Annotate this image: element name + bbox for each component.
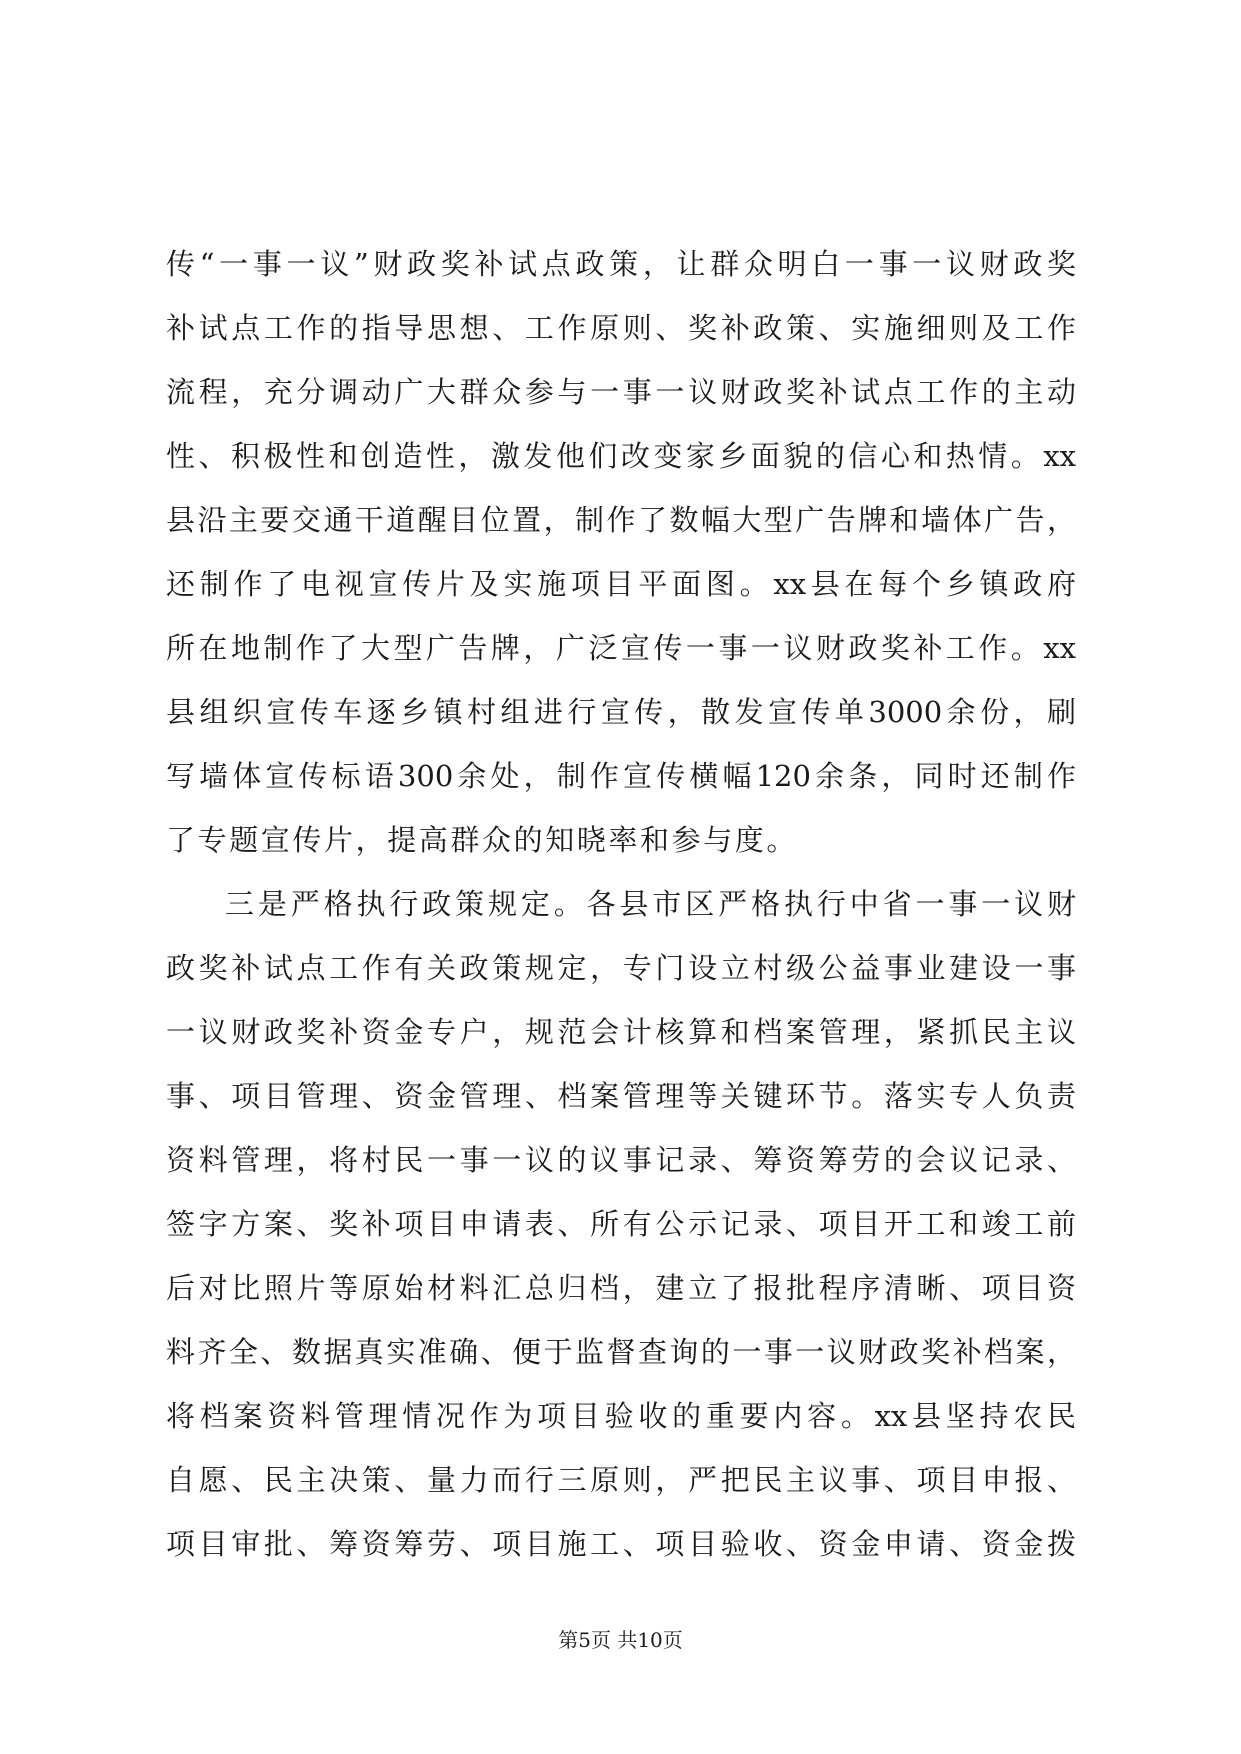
text-line-indented: 三是严格执行政策规定。各县市区严格执行中省一事一议财	[225, 887, 1076, 921]
text-line: 政奖补试点工作有关政策规定，专门设立村级公益事业建设一事	[166, 951, 1076, 985]
text-line: 县组织宣传车逐乡镇村组进行宣传，散发宣传单3000余份，刷	[166, 695, 1076, 729]
text-line: 性、积极性和创造性，激发他们改变家乡面貌的信心和热情。xx	[166, 439, 1076, 473]
text-line: 签字方案、奖补项目申请表、所有公示记录、项目开工和竣工前	[166, 1207, 1076, 1241]
text-line: 还制作了电视宣传片及实施项目平面图。xx县在每个乡镇政府	[166, 567, 1076, 601]
text-line: 所在地制作了大型广告牌，广泛宣传一事一议财政奖补工作。xx	[166, 631, 1076, 665]
paragraph-1	[166, 232, 1076, 872]
text-line: 一议财政奖补资金专户，规范会计核算和档案管理，紧抓民主议	[166, 1015, 1076, 1049]
text-line: 资料管理，将村民一事一议的议事记录、筹资筹劳的会议记录、	[166, 1143, 1076, 1177]
page-number-footer: 第5页 共10页	[558, 1628, 683, 1652]
text-line: 县沿主要交通干道醒目位置，制作了数幅大型广告牌和墙体广告，	[166, 503, 1076, 537]
text-line: 补试点工作的指导思想、工作原则、奖补政策、实施细则及工作	[166, 311, 1076, 345]
document-body	[166, 232, 1076, 1576]
text-line: 将档案资料管理情况作为项目验收的重要内容。xx县坚持农民	[166, 1399, 1076, 1433]
text-line-last: 了专题宣传片，提高群众的知晓率和参与度。	[166, 823, 799, 857]
text-line: 事、项目管理、资金管理、档案管理等关键环节。落实专人负责	[166, 1079, 1076, 1113]
text-line: 项目审批、筹资筹劳、项目施工、项目验收、资金申请、资金拨	[166, 1527, 1076, 1561]
text-line: 流程，充分调动广大群众参与一事一议财政奖补试点工作的主动	[166, 375, 1076, 409]
text-line: 传“一事一议”财政奖补试点政策，让群众明白一事一议财政奖	[166, 247, 1076, 281]
text-line: 自愿、民主决策、量力而行三原则，严把民主议事、项目申报、	[166, 1463, 1076, 1497]
text-line: 后对比照片等原始材料汇总归档，建立了报批程序清晰、项目资	[166, 1271, 1076, 1305]
text-line: 料齐全、数据真实准确、便于监督查询的一事一议财政奖补档案，	[166, 1335, 1076, 1369]
text-line: 写墙体宣传标语300余处，制作宣传横幅120余条，同时还制作	[166, 759, 1076, 793]
paragraph-2	[166, 872, 1076, 1576]
